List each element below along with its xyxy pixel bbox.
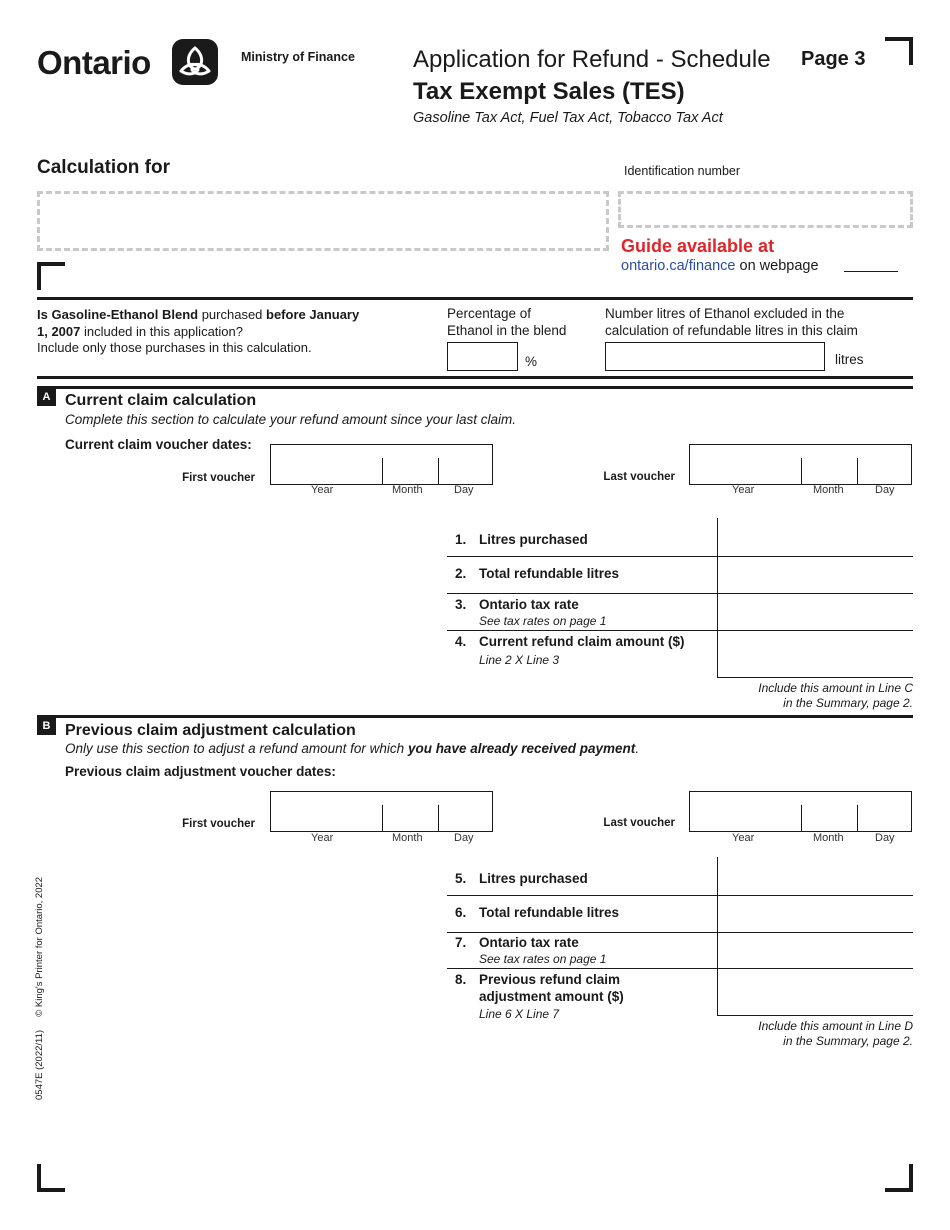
section-b-subtitle-1: Only use this section to adjust a refund amount for which xyxy=(65,741,408,756)
line-8-hint: Line 6 X Line 7 xyxy=(479,1007,560,1021)
line-4-hint: Line 2 X Line 3 xyxy=(479,653,560,667)
line-6-number: 6. xyxy=(455,905,467,920)
section-b-first-voucher-label: First voucher xyxy=(182,818,255,830)
guide-heading: Guide available at xyxy=(621,236,775,256)
line-6-label: Total refundable litres xyxy=(479,905,620,920)
ethanol-litres-input[interactable] xyxy=(605,342,825,371)
section-a-title: Current claim calculation xyxy=(65,392,257,409)
line-7-label: Ontario tax rate xyxy=(479,935,579,950)
date-month-label: Month xyxy=(392,484,423,496)
form-number: 0547E (2022/11) xyxy=(34,1029,45,1100)
date-year-label: Year xyxy=(311,832,334,844)
corner-mark-bottom-right xyxy=(885,1164,913,1192)
date-day-label: Day xyxy=(454,832,474,844)
copyright: © King's Printer for Ontario, 2022 xyxy=(34,876,45,1017)
pct-label-1: Percentage of xyxy=(447,306,532,321)
line-4-label: Current refund claim amount ($) xyxy=(479,634,685,649)
line-3-input[interactable] xyxy=(718,594,913,630)
ethanol-percentage-input[interactable] xyxy=(447,342,518,371)
ethanol-q-part1: Is Gasoline-Ethanol Blend xyxy=(37,307,199,322)
line-4-input[interactable] xyxy=(718,631,913,678)
form-title-line1: Application for Refund - Schedule xyxy=(413,46,771,73)
line-1-input[interactable] xyxy=(718,518,913,556)
line-5-number: 5. xyxy=(455,871,467,886)
section-a-top-rule xyxy=(37,386,913,389)
form-footer-vertical xyxy=(34,877,45,1100)
line-1-label: Litres purchased xyxy=(479,532,588,547)
section-b-top-rule xyxy=(37,715,913,718)
ministry-name: Ministry of Finance xyxy=(241,50,355,64)
calculation-for-heading: Calculation for xyxy=(37,157,171,178)
date-year-label: Year xyxy=(732,832,755,844)
section-a-subtitle: Complete this section to calculate your refund amount since your last claim. xyxy=(65,412,516,427)
corner-mark-top-right xyxy=(885,37,913,65)
identification-number-label: Identification number xyxy=(624,164,741,178)
page-number: Page 3 xyxy=(801,48,866,70)
ethanol-q-part2: purchased xyxy=(198,307,267,322)
line-2-label: Total refundable litres xyxy=(479,566,620,581)
calculation-for-field[interactable] xyxy=(37,191,609,251)
line-3-number: 3. xyxy=(455,597,467,612)
date-day-label: Day xyxy=(875,484,895,496)
line-8-number: 8. xyxy=(455,972,467,987)
date-month-label: Month xyxy=(392,832,423,844)
form-acts: Gasoline Tax Act, Fuel Tax Act, Tobacco Tax Act xyxy=(413,110,723,126)
line-8-label-2: adjustment amount ($) xyxy=(479,988,624,1004)
corner-mark-mid-left xyxy=(37,262,65,290)
ontario-logo-text: Ontario xyxy=(37,44,151,81)
section-b-subtitle xyxy=(65,741,639,756)
guide-webpage-blank xyxy=(844,271,898,272)
percent-unit: % xyxy=(525,354,538,369)
line-separator xyxy=(717,1015,913,1016)
line-5-input[interactable] xyxy=(718,857,913,895)
line-3-label: Ontario tax rate xyxy=(479,597,579,612)
line-7-hint: See tax rates on page 1 xyxy=(479,952,607,966)
line-7-number: 7. xyxy=(455,935,467,950)
date-day-label: Day xyxy=(454,484,474,496)
section-b-badge: B xyxy=(37,718,56,735)
litres-unit: litres xyxy=(835,352,864,367)
section-b-last-voucher-date[interactable] xyxy=(689,791,912,832)
ethanol-q-part4: included in this application? xyxy=(80,323,243,339)
section-a-note xyxy=(758,681,913,710)
section-a-note-2: in the Summary, page 2. xyxy=(783,695,913,710)
guide-link[interactable]: ontario.ca/finance xyxy=(621,258,736,274)
section-b-first-voucher-date[interactable] xyxy=(270,791,493,832)
section-b-title: Previous claim adjustment calculation xyxy=(65,722,356,739)
section-a-dates-label: Current claim voucher dates: xyxy=(65,437,252,452)
ethanol-q-line2: Include only those purchases in this calculation. xyxy=(37,340,312,355)
ethanol-percentage-label xyxy=(447,306,566,339)
section-a-first-voucher-date[interactable] xyxy=(270,444,493,485)
section-a-first-voucher-label: First voucher xyxy=(182,472,255,484)
section-b-subtitle-end: . xyxy=(635,741,640,756)
line-2-number: 2. xyxy=(455,566,467,581)
date-year-label: Year xyxy=(732,484,755,496)
section-b-last-voucher-label: Last voucher xyxy=(603,817,675,829)
section-b-note-1: Include this amount in Line D xyxy=(758,1019,913,1033)
date-month-label: Month xyxy=(813,484,844,496)
line-7-input[interactable] xyxy=(718,933,913,968)
ethanol-q-part3: before January 1, 2007 xyxy=(37,307,360,339)
section-b-note-2: in the Summary, page 2. xyxy=(783,1033,913,1048)
date-month-label: Month xyxy=(813,832,844,844)
section-b-dates-label: Previous claim adjustment voucher dates: xyxy=(65,764,336,779)
section-divider xyxy=(37,376,913,379)
line-4-number: 4. xyxy=(455,634,467,649)
litres-label-2: calculation of refundable litres in this claim xyxy=(605,322,858,338)
line-5-label: Litres purchased xyxy=(479,871,588,886)
line-8-label xyxy=(479,972,714,1005)
section-a-last-voucher-date[interactable] xyxy=(689,444,912,485)
date-year-label: Year xyxy=(311,484,334,496)
date-day-label: Day xyxy=(875,832,895,844)
line-2-input[interactable] xyxy=(718,557,913,593)
litres-label-1: Number litres of Ethanol excluded in the xyxy=(605,306,845,321)
guide-suffix: on webpage xyxy=(739,258,819,274)
identification-number-field[interactable] xyxy=(618,191,913,228)
section-b-subtitle-bold: you have already received payment xyxy=(407,741,636,756)
corner-mark-bottom-left xyxy=(37,1164,65,1192)
section-a-note-1: Include this amount in Line C xyxy=(758,681,913,695)
line-6-input[interactable] xyxy=(718,896,913,932)
line-separator xyxy=(717,677,913,678)
section-divider xyxy=(37,297,913,300)
pct-label-2: Ethanol in the blend xyxy=(447,322,567,338)
section-a-badge: A xyxy=(37,389,56,406)
line-8-input[interactable] xyxy=(718,969,913,1016)
ethanol-question xyxy=(37,307,367,357)
line-3-hint: See tax rates on page 1 xyxy=(479,614,607,628)
ontario-trillium-icon xyxy=(172,39,218,85)
form-title-line2: Tax Exempt Sales (TES) xyxy=(413,78,685,105)
line-1-number: 1. xyxy=(455,532,467,547)
section-b-note xyxy=(758,1019,913,1048)
guide-line xyxy=(621,258,819,274)
line-8-label-1: Previous refund claim xyxy=(479,972,621,987)
section-a-last-voucher-label: Last voucher xyxy=(603,471,675,483)
ethanol-litres-label xyxy=(605,306,858,339)
